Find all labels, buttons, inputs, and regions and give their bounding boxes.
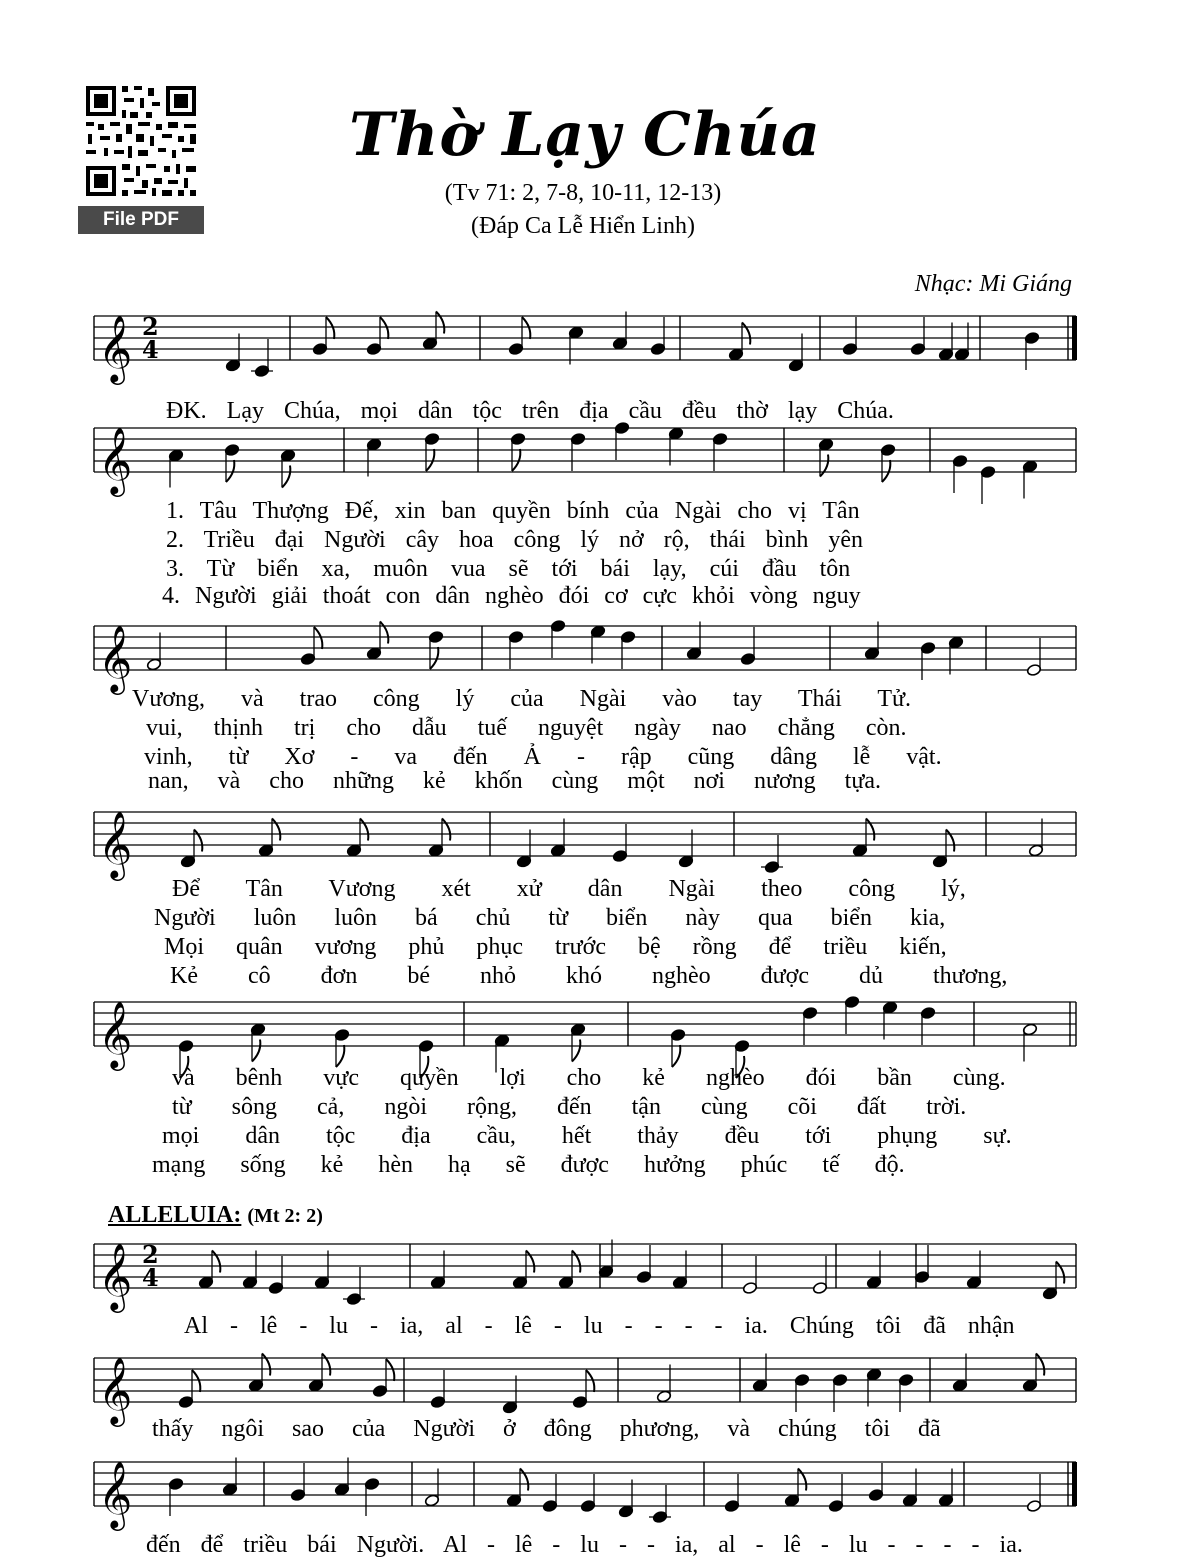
lyric-line-alleluia-1: Al - lê - lu - ia, al - lê - lu - - - - ia. Chúng tôi đã nhận xyxy=(184,1313,1015,1339)
note-flag xyxy=(442,819,450,841)
note-flag xyxy=(272,819,280,841)
song-title: Thờ Lạy Chúa xyxy=(349,100,821,170)
composer-credit: Nhạc: Mi Giáng xyxy=(914,271,1072,297)
psalm-reference: (Tv 71: 2, 7-8, 10-11, 12-13) xyxy=(444,180,722,206)
note-flag xyxy=(586,1370,594,1392)
note-flag xyxy=(326,317,334,339)
note-flag xyxy=(192,1370,200,1392)
lyric-line-verse4-b: nan, và cho những kẻ khốn cùng một nơi nương tựa. xyxy=(148,768,881,794)
note-flag xyxy=(360,819,368,841)
treble-clef: 𝄞 xyxy=(98,1460,133,1528)
time-signature-top: 2 xyxy=(142,1240,159,1269)
lyric-line-verse3-b: vinh, từ Xơ - va đến Ả - rập cũng dâng lễ vật. xyxy=(144,744,942,770)
qr-file-pdf-label[interactable]: File PDF xyxy=(78,206,204,234)
lyric-line-verse2-b: vui, thịnh trị cho dẫu tuế nguyệt ngày nao chẳng còn. xyxy=(146,715,907,741)
note-flag xyxy=(820,455,828,477)
lyric-line-verse2-a: 2. Triều đại Người cây hoa công lý nở rộ, thái bình yên xyxy=(166,527,863,553)
treble-clef: 𝄞 xyxy=(98,810,133,878)
final-barline xyxy=(1072,316,1077,360)
note-flag xyxy=(336,1045,344,1067)
time-signature-top: 2 xyxy=(142,312,159,341)
note-flag xyxy=(262,1354,270,1376)
note-flag xyxy=(520,1469,528,1491)
note-flag xyxy=(1056,1262,1064,1284)
note-flag xyxy=(522,317,530,339)
alleluia-reference: (Mt 2: 2) xyxy=(247,1205,323,1227)
note-flag xyxy=(742,323,750,345)
lyric-line-verse1-a: 1. Tâu Thượng Đế, xin ban quyền bính của Ngài cho vị Tân xyxy=(166,498,860,524)
note-flag xyxy=(512,449,520,471)
note-flag xyxy=(380,317,388,339)
lyric-line-verse3-d: mọi dân tộc địa cầu, hết thảy đều tới phụng sự. xyxy=(162,1123,1012,1149)
note-flag xyxy=(946,830,954,852)
treble-clef: 𝄞 xyxy=(98,426,133,494)
note-flag xyxy=(194,830,202,852)
lyric-line-verse1-c: Để Tân Vương xét xử dân Ngài theo công lý, xyxy=(172,876,966,902)
note-flag xyxy=(314,627,322,649)
note-flag xyxy=(672,1045,680,1067)
lyric-line-alleluia-3: đến để triều bái Người. Al - lê - lu - - ia, al - lê - lu - - - - ia. xyxy=(146,1532,1023,1558)
treble-clef: 𝄞 xyxy=(98,624,133,692)
alleluia-label: ALLELUIA: xyxy=(108,1202,242,1228)
lyric-line-verse2-c: Người luôn luôn bá chủ từ biển này qua biển kia, xyxy=(154,905,946,931)
treble-clef: 𝄞 xyxy=(98,1000,133,1068)
lyric-line-verse1-d: và bênh vực quyền lợi cho kẻ nghèo đói bần cùng. xyxy=(172,1065,1006,1091)
note-flag xyxy=(866,819,874,841)
treble-clef: 𝄞 xyxy=(98,1242,133,1310)
note-flag xyxy=(426,449,434,471)
alleluia-heading xyxy=(108,1202,323,1229)
lyric-line-alleluia-2: thấy ngôi sao của Người ở đông phương, và chúng tôi đã xyxy=(152,1416,941,1442)
lyric-line-verse3-c: Mọi quân vương phủ phục trước bệ rồng để triều kiến, xyxy=(164,934,947,960)
lyric-line-refrain: ĐK. Lạy Chúa, mọi dân tộc trên địa cầu đều thờ lạy Chúa. xyxy=(166,398,894,424)
note-flag xyxy=(380,622,388,644)
lyric-line-verse4-a: 4. Người giải thoát con dân nghèo đói cơ cực khỏi vòng nguy xyxy=(162,583,861,609)
note-flag xyxy=(386,1359,394,1381)
note-flag xyxy=(212,1251,220,1273)
time-signature-bottom: 4 xyxy=(142,335,159,364)
lyric-line-verse4-d: mạng sống kẻ hèn hạ sẽ được hưởng phúc tế độ. xyxy=(152,1152,905,1178)
occasion-subtitle: (Đáp Ca Lễ Hiển Linh) xyxy=(471,213,695,239)
note-flag xyxy=(282,466,290,488)
treble-clef: 𝄞 xyxy=(98,314,133,382)
note-flag xyxy=(882,460,890,482)
time-signature-bottom: 4 xyxy=(142,1263,159,1292)
treble-clef: 𝄞 xyxy=(98,1356,133,1424)
note-flag xyxy=(430,647,438,669)
note-flag xyxy=(526,1251,534,1273)
note-flag xyxy=(226,460,234,482)
note-flag xyxy=(572,1040,580,1062)
note-flag xyxy=(1036,1354,1044,1376)
note-flag xyxy=(436,312,444,334)
lyric-line-verse2-d: từ sông cả, ngòi rộng, đến tận cùng cõi đất trời. xyxy=(172,1094,967,1120)
note-flag xyxy=(322,1354,330,1376)
lyric-line-verse4-c: Kẻ cô đơn bé nhỏ khó nghèo được dủ thương, xyxy=(170,963,1008,989)
final-barline xyxy=(1072,1462,1077,1506)
lyric-line-verse1-b: Vương, và trao công lý của Ngài vào tay Thái Tử. xyxy=(132,686,912,712)
lyric-line-verse3-a: 3. Từ biển xa, muôn vua sẽ tới bái lạy, cúi đầu tôn xyxy=(166,556,851,582)
note-flag xyxy=(798,1469,806,1491)
note-flag xyxy=(252,1040,260,1062)
note-flag xyxy=(572,1251,580,1273)
